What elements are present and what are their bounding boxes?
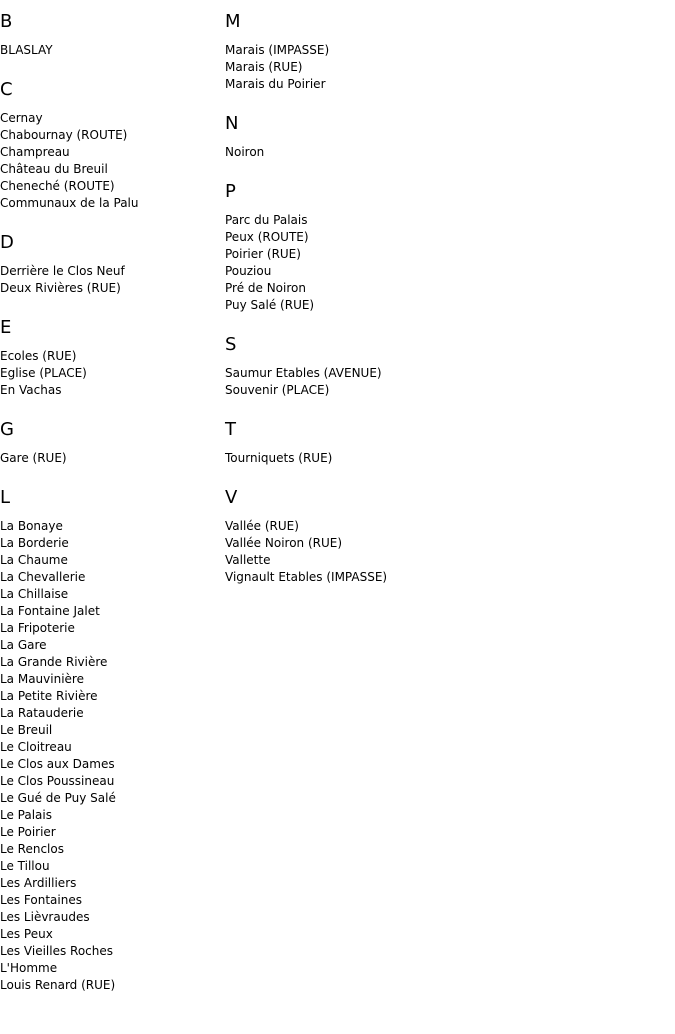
street-name: Louis Renard (RUE) (0, 978, 116, 992)
street-name: La Chevallerie (0, 570, 86, 584)
street-name: Marais (IMPASSE) (225, 43, 330, 57)
street-name: La Fripoterie (0, 621, 75, 635)
street-name: La Chillaise (0, 587, 69, 601)
street-name: En Vachas (0, 383, 62, 397)
street-name: Vignault Etables (IMPASSE) (225, 570, 388, 584)
street-name: La Chaume (0, 553, 68, 567)
letter-group (225, 419, 665, 467)
letter-heading: S (225, 334, 237, 355)
letter-group (0, 317, 225, 399)
letter-group (0, 11, 225, 59)
street-name: Cernay (0, 111, 43, 125)
letter-heading: E (0, 317, 12, 338)
street-list (0, 42, 225, 59)
street-list (225, 212, 665, 314)
street-name: Vallée Noiron (RUE) (225, 536, 343, 550)
street-name: Le Palais (0, 808, 52, 822)
street-index-column-left (0, 0, 225, 1014)
letter-heading: C (0, 79, 13, 100)
letter-group (225, 113, 665, 161)
letter-group (0, 232, 225, 297)
street-list (225, 518, 665, 586)
street-list (0, 110, 225, 212)
street-name: Ecoles (RUE) (0, 349, 77, 363)
street-name: Le Clos Poussineau (0, 774, 115, 788)
street-name: La Petite Rivière (0, 689, 98, 703)
street-list (0, 450, 225, 467)
street-name: Peux (ROUTE) (225, 230, 309, 244)
street-name: Puy Salé (RUE) (225, 298, 315, 312)
street-name: Vallée (RUE) (225, 519, 299, 533)
street-name: Eglise (PLACE) (0, 366, 87, 380)
letter-heading: B (0, 11, 13, 32)
letter-heading: T (225, 419, 236, 440)
street-name: Le Clos aux Dames (0, 757, 115, 771)
street-name: Gare (RUE) (0, 451, 67, 465)
street-name: Les Ardilliers (0, 876, 77, 890)
street-list (225, 365, 665, 399)
street-list (0, 263, 225, 297)
street-name: La Gare (0, 638, 47, 652)
street-name: Parc du Palais (225, 213, 308, 227)
letter-group (225, 334, 665, 399)
street-name: Chabournay (ROUTE) (0, 128, 128, 142)
street-list (0, 348, 225, 399)
street-name: Souvenir (PLACE) (225, 383, 330, 397)
street-name: Marais (RUE) (225, 60, 303, 74)
letter-group (0, 419, 225, 467)
street-name: Derrière le Clos Neuf (0, 264, 125, 278)
street-name: Deux Rivières (RUE) (0, 281, 121, 295)
letter-heading: V (225, 487, 238, 508)
street-name: Tourniquets (RUE) (225, 451, 333, 465)
street-list (225, 42, 665, 93)
letter-heading: P (225, 181, 236, 202)
street-name: Cheneché (ROUTE) (0, 179, 115, 193)
street-name: Vallette (225, 553, 271, 567)
letter-group (225, 11, 665, 93)
street-name: Pré de Noiron (225, 281, 306, 295)
street-name: Les Lièvraudes (0, 910, 90, 924)
street-name: Pouziou (225, 264, 272, 278)
letter-group (225, 181, 665, 314)
street-name: L'Homme (0, 961, 58, 975)
street-name: Les Fontaines (0, 893, 82, 907)
letter-group (0, 79, 225, 212)
street-name: Poirier (RUE) (225, 247, 301, 261)
street-name: La Mauvinière (0, 672, 84, 686)
street-name: Le Renclos (0, 842, 64, 856)
street-name: Marais du Poirier (225, 77, 326, 91)
street-name: Saumur Etables (AVENUE) (225, 366, 382, 380)
letter-heading: L (0, 487, 11, 508)
street-list (0, 518, 225, 994)
street-name: Le Cloitreau (0, 740, 72, 754)
street-index-column-right (225, 0, 665, 606)
street-name: Le Tillou (0, 859, 50, 873)
street-name: Les Vieilles Roches (0, 944, 114, 958)
letter-group (0, 487, 225, 994)
letter-heading: D (0, 232, 14, 253)
letter-heading: G (0, 419, 14, 440)
street-name: BLASLAY (0, 43, 53, 57)
letter-group (225, 487, 665, 586)
street-name: La Fontaine Jalet (0, 604, 100, 618)
street-name: La Bonaye (0, 519, 63, 533)
street-name: Château du Breuil (0, 162, 108, 176)
street-name: Noiron (225, 145, 265, 159)
street-name: La Ratauderie (0, 706, 84, 720)
street-name: Communaux de la Palu (0, 196, 139, 210)
street-name: Le Breuil (0, 723, 53, 737)
street-list (225, 450, 665, 467)
street-name: Champreau (0, 145, 70, 159)
street-name: Les Peux (0, 927, 53, 941)
street-name: La Grande Rivière (0, 655, 108, 669)
street-name: Le Poirier (0, 825, 56, 839)
street-list (225, 144, 665, 161)
letter-heading: N (225, 113, 239, 134)
street-name: La Borderie (0, 536, 69, 550)
letter-heading: M (225, 11, 241, 32)
street-name: Le Gué de Puy Salé (0, 791, 116, 805)
